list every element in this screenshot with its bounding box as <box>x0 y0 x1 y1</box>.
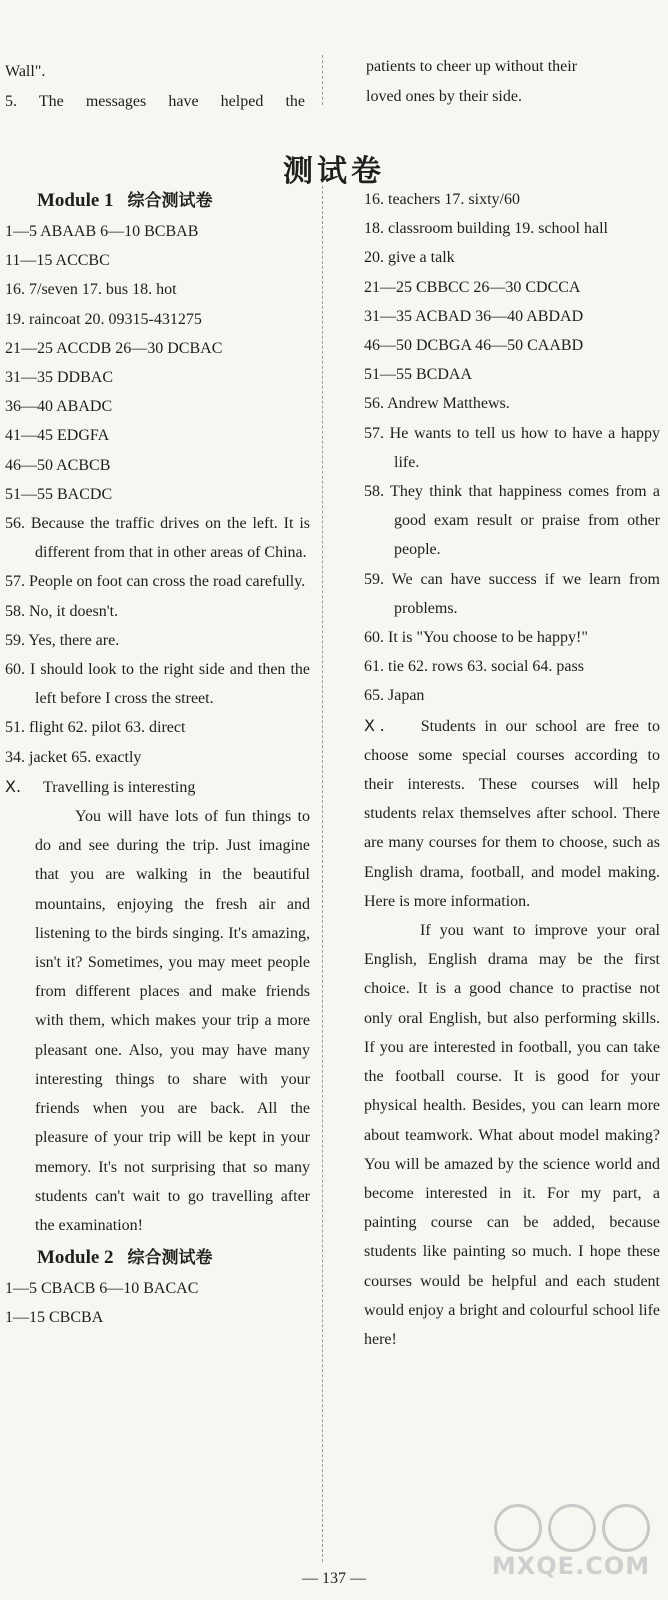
column-divider <box>322 186 323 1562</box>
page-title: 测试卷 <box>283 154 385 189</box>
answer-line: 21—25 CBBCC 26—30 CDCCA <box>364 278 581 296</box>
answer-60: 60. I should look to the right side and then the left before I cross the street. <box>5 661 310 708</box>
module-2-heading <box>5 1242 310 1274</box>
answer-61-64: 61. tie 62. rows 63. social 64. pass <box>364 658 584 676</box>
answer-line: 20. give a talk <box>364 249 455 267</box>
text-line: 5. The messages have helped the <box>5 93 305 110</box>
answer-56: 56. Because the traffic drives on the left. It is different from that in other areas of China. <box>5 515 310 562</box>
right-column <box>364 185 660 1354</box>
answer-line: 51—55 BACDC <box>5 485 113 503</box>
answer-65: 65. Japan <box>364 687 425 705</box>
answer-line: 56. Andrew Matthews. <box>364 395 510 413</box>
answer-line: 16. 7/seven 17. bus 18. hot <box>5 281 177 299</box>
text-line: Wall". <box>5 63 46 80</box>
module-1-heading <box>5 185 310 217</box>
answer-line: 19. raincoat 20. 09315-431275 <box>5 310 202 328</box>
essay-text: Students in our school are free to choose some special courses according to their interests. These courses will help students relax themselves after school. There are many courses for them to choose, such as English drama, football, and model making. Here is more information. <box>364 717 661 910</box>
section-mark: Ⅹ. <box>364 715 385 735</box>
text-line: loved ones by their side. <box>366 88 522 105</box>
answer-58: 58. No, it doesn't. <box>5 602 119 620</box>
answer-line: 41—45 EDGFA <box>5 427 110 445</box>
watermark-circle-icon <box>494 1504 542 1552</box>
column-divider-top <box>322 55 323 105</box>
module-subtitle: 综合测试卷 <box>127 1248 213 1269</box>
answer-line: 1—5 CBACB 6—10 BACAC <box>5 1280 199 1298</box>
answer-line: 51—55 BCDAA <box>364 366 473 384</box>
module-subtitle: 综合测试卷 <box>127 191 213 211</box>
answer-line: 46—50 ACBCB <box>5 456 111 474</box>
essay-paragraph-2: If you want to improve your oral English, English drama may be the first choice. It is a good chance to practise not only oral English, but also performing skills. If you are interested in football, you can take the football course. It is good for your physical health. Besides, you can learn more about teamwork. What about model making? You will be amazed by the science world and become interested in it. For my part, a painting course can be added, because students like painting so much. I hope these courses would be helpful and each student would enjoy a bright and colourful school life here! <box>364 922 660 1348</box>
answer-line: 21—25 ACCDB 26—30 DCBAC <box>5 339 223 357</box>
text-line: patients to cheer up without their <box>366 58 578 75</box>
watermark-logo <box>486 1504 656 1592</box>
answer-line: 31—35 DDBAC <box>5 369 114 387</box>
answer-60: 60. It is "You choose to be happy!" <box>364 629 588 647</box>
left-column <box>5 185 310 1333</box>
page-number: — 137 — <box>302 1570 366 1587</box>
answer-line: 11—15 ACCBC <box>5 252 110 270</box>
watermark-text: MXQE.COM <box>491 1552 651 1580</box>
answer-line: 18. classroom building 19. school hall <box>364 220 608 238</box>
answer-line: 1—5 ABAAB 6—10 BCBAB <box>5 223 199 240</box>
essay-heading <box>5 772 310 802</box>
essay-title: Travelling is interesting <box>43 778 196 796</box>
answer-line: 16. teachers 17. sixty/60 <box>364 191 520 208</box>
answer-61-63: 51. flight 62. pilot 63. direct <box>5 719 186 737</box>
answer-line: 36—40 ABADC <box>5 398 113 416</box>
module-name: Module 2 <box>37 1247 114 1269</box>
watermark-circle-icon <box>548 1504 596 1552</box>
answer-57: 57. He wants to tell us how to have a happy life. <box>364 424 660 471</box>
watermark-circle-icon <box>602 1504 650 1552</box>
answer-64-65: 34. jacket 65. exactly <box>5 748 142 766</box>
section-mark: Ⅹ. <box>5 776 22 796</box>
answer-59: 59. Yes, there are. <box>5 631 120 649</box>
top-left-continuation <box>5 57 305 117</box>
answer-58: 58. They think that happiness comes from a good exam result or praise from other people. <box>364 483 660 559</box>
answer-line: 1—15 CBCBA <box>5 1309 104 1327</box>
essay-paragraph-1 <box>364 711 660 916</box>
answer-59: 59. We can have success if we learn from problems. <box>364 570 660 617</box>
top-right-continuation <box>366 52 646 112</box>
essay-body: You will have lots of fun things to do and see during the trip. Just imagine that you are walking in the beautiful mountains, enjoying the fresh air and listening to the birds singing. It's amazing, isn't it? Sometimes, you may meet people from different places and make friends with them, which makes your trip a more pleasant one. Also, you may have many interesting things to share with your friends when you are back. All the pleasure of your trip will be kept in your memory. It's not surprising that so many students can't wait to go travelling after the examination! <box>35 808 310 1234</box>
module-name: Module 1 <box>37 190 114 211</box>
answer-57: 57. People on foot can cross the road carefully. <box>5 573 306 591</box>
answer-line: 46—50 DCBGA 46—50 CAABD <box>364 337 584 355</box>
answer-line: 31—35 ACBAD 36—40 ABDAD <box>364 307 584 325</box>
